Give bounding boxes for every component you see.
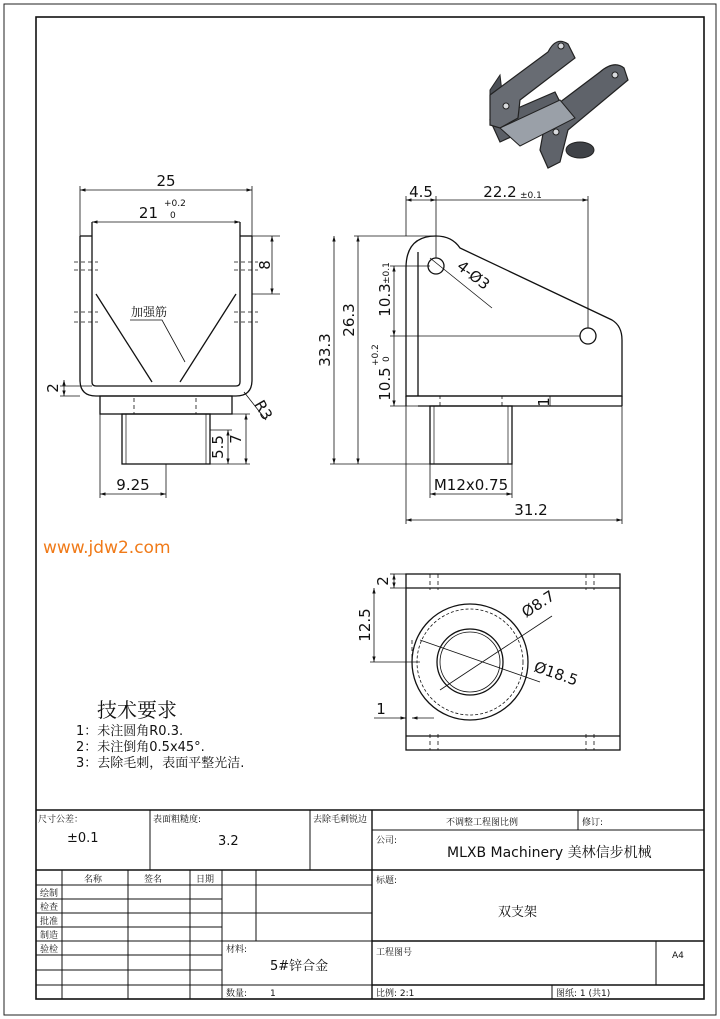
company-label: 公司: — [376, 836, 398, 846]
dim-dia-outer: Ø18.5 — [531, 657, 581, 690]
quantity-label: 数量: — [226, 989, 248, 999]
dim-hole-label: 4-Ø3 — [453, 256, 494, 294]
dim-width-inner-tol-lower: 0 — [170, 211, 176, 221]
notes-title: 技术要求 — [97, 698, 177, 722]
title-label: 标题: — [376, 876, 398, 886]
role-inspect: 验检 — [40, 945, 59, 955]
dim-height-lower: 10.5 — [376, 367, 394, 401]
tolerance-value: ±0.1 — [67, 831, 99, 846]
rib-label: 加强筋 — [131, 305, 168, 319]
dim-width-top: 22.2 — [483, 183, 517, 201]
dim-radius: R3 — [250, 397, 277, 424]
dim-width-inner: 21 — [138, 204, 158, 222]
title-value: 双支架 — [498, 905, 538, 920]
deburr-label: 去除毛刺锐边 — [313, 815, 368, 825]
dim-offset-top: 2 — [374, 576, 392, 586]
note-item: 3：去除毛刺，表面平整光洁. — [76, 756, 245, 771]
dim-height-upper: 10.3 — [376, 283, 394, 317]
drawing-no-label: 工程图号 — [376, 948, 413, 958]
revision-label: 修订: — [582, 818, 604, 828]
company-value: MLXB Machinery 美林信步机械 — [447, 845, 652, 861]
dim-height-lower-tol-upper: +0.2 — [371, 344, 381, 366]
dim-small-offset: 1 — [535, 397, 553, 407]
col-sign: 签名 — [144, 875, 163, 885]
dim-height-right: 8 — [256, 260, 274, 270]
note-item: 1：未注圆角R0.3. — [76, 724, 184, 739]
dim-width-inner-tol-upper: +0.2 — [164, 199, 186, 209]
note-item: 2：未注倒角0.5x45°. — [76, 740, 205, 755]
material-value: 5#锌合金 — [270, 959, 329, 974]
no-scale-label: 不调整工程图比例 — [446, 818, 519, 828]
dim-thread-len-b: 7 — [227, 434, 245, 444]
title-block-text — [38, 813, 684, 999]
watermark-url: www.jdw2.com — [43, 538, 171, 558]
dim-thickness-left: 2 — [44, 383, 62, 393]
title-block — [36, 810, 704, 999]
dim-offset-left: 1 — [376, 700, 386, 718]
dim-height-half: 12.5 — [356, 608, 374, 642]
dim-dia-inner: Ø8.7 — [518, 586, 559, 622]
front-view-dimensions — [316, 183, 553, 519]
roughness-label: 表面粗糙度: — [153, 815, 202, 825]
left-view-dimensions — [44, 172, 276, 494]
dim-thread-label: M12x0.75 — [433, 476, 509, 494]
role-check: 检查 — [40, 903, 59, 913]
outer-border — [4, 4, 716, 1015]
role-manufacture: 制造 — [40, 931, 59, 941]
sheet-label: 图纸: 1 (共1) — [556, 989, 611, 999]
role-draw: 绘制 — [40, 889, 59, 899]
dim-height-total: 33.3 — [316, 333, 334, 367]
dim-thread-len-a: 5.5 — [209, 435, 227, 459]
col-name: 名称 — [84, 875, 103, 885]
dim-height-mid: 26.3 — [340, 303, 358, 337]
dim-offset-top-left: 4.5 — [409, 183, 433, 201]
tolerance-label: 尺寸公差： — [38, 815, 84, 825]
material-label: 材料: — [226, 945, 248, 955]
bottom-view-dimensions — [356, 576, 580, 718]
dim-width-top-tol: ±0.1 — [520, 191, 542, 201]
roughness-value: 3.2 — [218, 834, 239, 849]
isometric-view — [490, 41, 628, 168]
quantity-value: 1 — [270, 989, 276, 999]
bottom-view — [370, 574, 620, 750]
paper-size: A4 — [672, 951, 684, 961]
dim-offset-bottom: 9.25 — [116, 476, 150, 494]
dim-height-upper-tol: ±0.1 — [382, 262, 392, 284]
dim-height-lower-tol-lower: 0 — [382, 356, 392, 362]
col-date: 日期 — [196, 875, 215, 885]
technical-notes — [76, 698, 244, 771]
dim-width-total: 31.2 — [514, 501, 548, 519]
dim-width-total: 25 — [156, 172, 176, 190]
role-approve: 批准 — [40, 917, 59, 927]
scale-label: 比例: 2:1 — [376, 989, 415, 999]
left-view — [60, 186, 280, 498]
